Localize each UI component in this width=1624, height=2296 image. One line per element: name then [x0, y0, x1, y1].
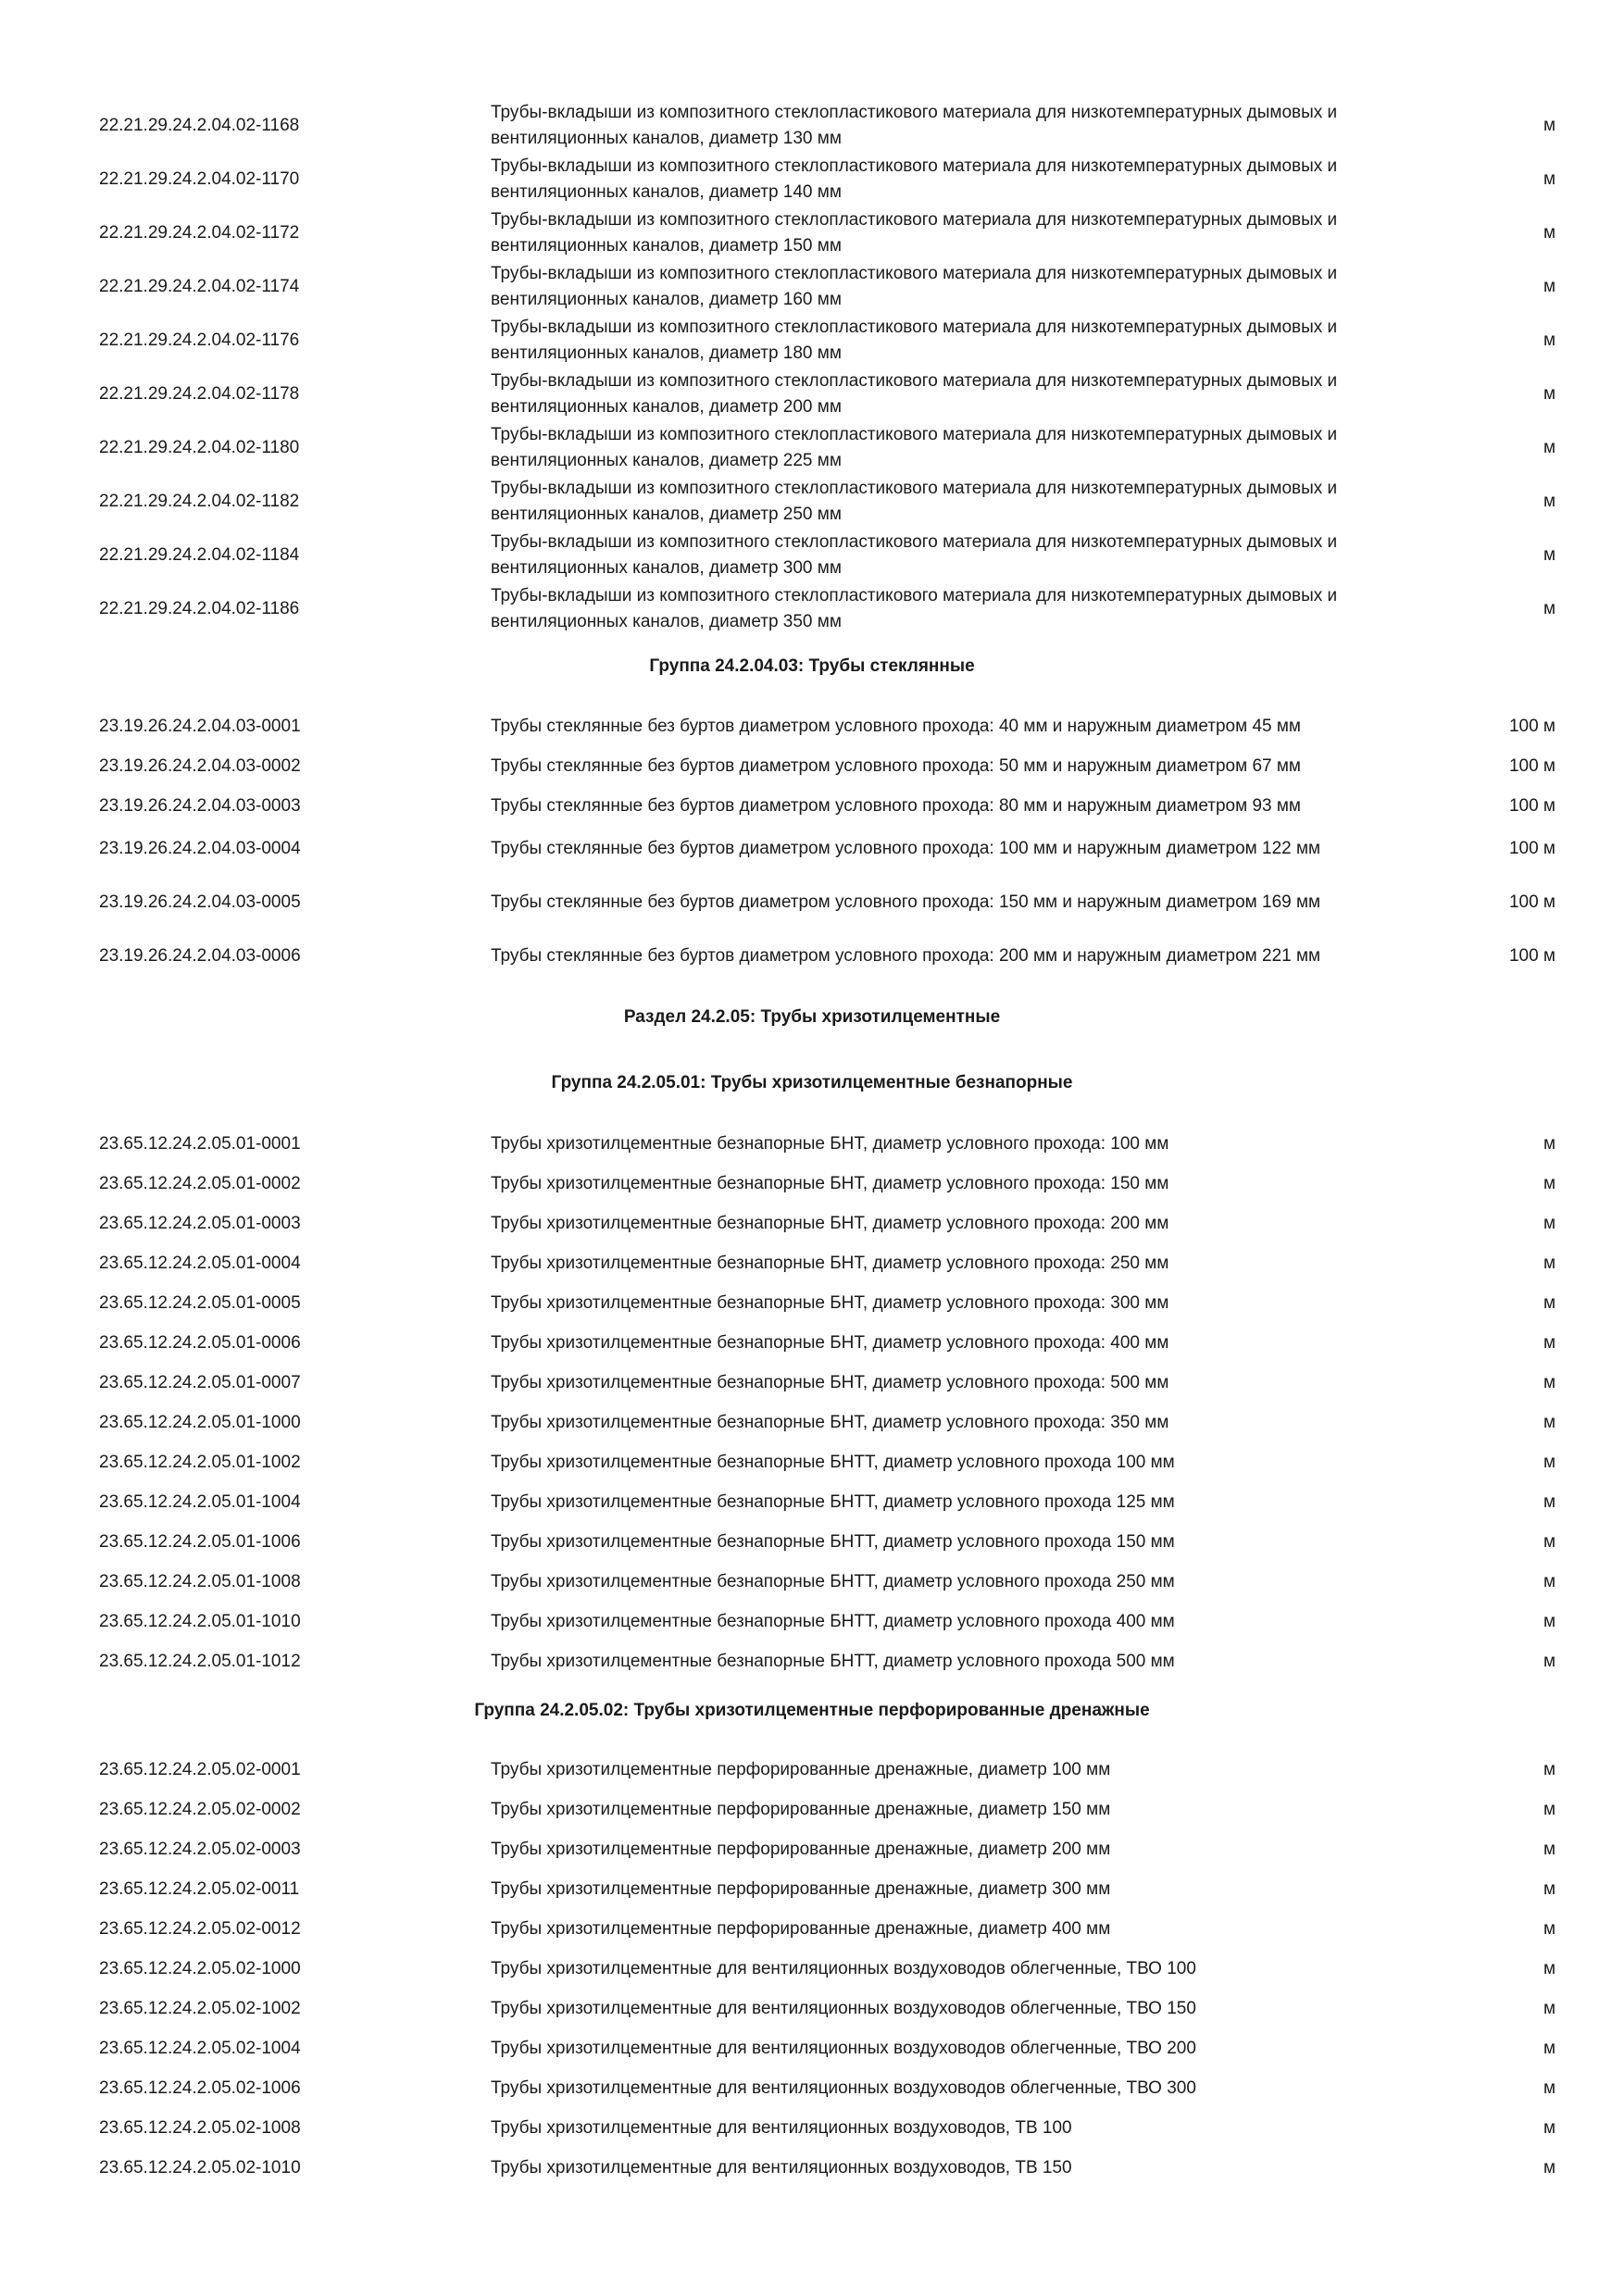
item-description: Трубы хризотилцементные безнапорные БНТТ, диаметр условного прохода 100 мм: [491, 1453, 1175, 1472]
item-code: 22.21.29.24.2.04.02-1168: [99, 116, 300, 135]
item-code: 23.65.12.24.2.05.01-0001: [99, 1134, 301, 1154]
item-description: Трубы-вкладыши из композитного стеклопластикового материала для низкотемпературных дымовых и вентиляционных каналов, диаметр 150 мм: [491, 210, 1338, 256]
item-code: 23.65.12.24.2.05.01-1002: [99, 1453, 301, 1472]
item-code: 23.65.12.24.2.05.02-1002: [99, 1999, 301, 2018]
item-code: 22.21.29.24.2.04.02-1176: [99, 331, 300, 350]
item-unit: м: [1543, 2158, 1555, 2177]
item-unit: м: [1543, 116, 1555, 135]
item-code: 23.65.12.24.2.05.01-0003: [99, 1214, 301, 1233]
item-code: 23.65.12.24.2.05.02-0012: [99, 1919, 301, 1939]
table-row: [0, 2142, 1624, 2194]
item-code: 23.65.12.24.2.05.02-1010: [99, 2158, 301, 2177]
item-description: Трубы хризотилцементные безнапорные БНТ, диаметр условного прохода: 150 мм: [491, 1174, 1169, 1193]
item-unit: м: [1543, 223, 1555, 243]
item-unit: м: [1543, 1373, 1555, 1392]
table-row: [0, 100, 1624, 152]
item-description: Трубы хризотилцементные безнапорные БНТ, диаметр условного прохода: 350 мм: [491, 1413, 1169, 1432]
table-row: [0, 877, 1624, 929]
item-code: 23.65.12.24.2.05.01-1006: [99, 1532, 301, 1552]
item-unit: м: [1543, 492, 1555, 511]
item-code: 23.65.12.24.2.05.02-0001: [99, 1760, 301, 1779]
item-unit: м: [1543, 1254, 1555, 1273]
item-description: Трубы-вкладыши из композитного стеклопластикового материала для низкотемпературных дымовых и вентиляционных каналов, диаметр 130 мм: [491, 103, 1338, 148]
item-code: 23.65.12.24.2.05.01-0006: [99, 1333, 301, 1353]
item-code: 23.65.12.24.2.05.02-0003: [99, 1840, 301, 1859]
item-description: Трубы-вкладыши из композитного стеклопластикового материала для низкотемпературных дымовых и вентиляционных каналов, диаметр 350 мм: [491, 586, 1338, 631]
item-description: Трубы-вкладыши из композитного стеклопластикового материала для низкотемпературных дымовых и вентиляционных каналов, диаметр 225 мм: [491, 425, 1338, 470]
item-unit: м: [1543, 1879, 1555, 1899]
item-unit: м: [1543, 1800, 1555, 1819]
item-code: 23.65.12.24.2.05.01-1004: [99, 1492, 301, 1512]
item-unit: м: [1543, 1333, 1555, 1353]
item-code: 23.65.12.24.2.05.01-1000: [99, 1413, 301, 1432]
item-description: Трубы хризотилцементные перфорированные дренажные, диаметр 300 мм: [491, 1879, 1111, 1899]
item-description: Трубы хризотилцементные безнапорные БНТ, диаметр условного прохода: 250 мм: [491, 1254, 1169, 1273]
item-code: 23.19.26.24.2.04.03-0002: [99, 756, 301, 776]
item-code: 22.21.29.24.2.04.02-1182: [99, 492, 300, 511]
item-description: Трубы хризотилцементные для вентиляционных воздуховодов облегченные, ТВО 300: [491, 2078, 1196, 2098]
item-code: 23.19.26.24.2.04.03-0005: [99, 892, 301, 912]
item-code: 22.21.29.24.2.04.02-1170: [99, 169, 300, 189]
item-description: Трубы стеклянные без буртов диаметром условного прохода: 100 мм и наружным диаметром 122 мм: [491, 839, 1321, 858]
item-code: 23.65.12.24.2.05.02-0002: [99, 1800, 301, 1819]
item-unit: 100 м: [1508, 946, 1555, 966]
section-heading: Раздел 24.2.05: Трубы хризотилцементные: [623, 1007, 1001, 1027]
item-unit: м: [1543, 1174, 1555, 1193]
item-description: Трубы-вкладыши из композитного стеклопластикового материала для низкотемпературных дымовых и вентиляционных каналов, диаметр 160 мм: [491, 264, 1338, 309]
item-code: 23.19.26.24.2.04.03-0001: [99, 717, 301, 736]
item-description: Трубы хризотилцементные безнапорные БНТТ, диаметр условного прохода 400 мм: [491, 1612, 1175, 1631]
item-description: Трубы хризотилцементные перфорированные дренажные, диаметр 400 мм: [491, 1919, 1111, 1939]
table-row: [0, 1636, 1624, 1688]
item-code: 23.65.12.24.2.05.02-1000: [99, 1959, 301, 1978]
section-heading: Группа 24.2.05.02: Трубы хризотилцементные перфорированные дренажные: [474, 1701, 1150, 1720]
table-row: [0, 476, 1624, 528]
item-description: Трубы хризотилцементные безнапорные БНТ, диаметр условного прохода: 100 мм: [491, 1134, 1169, 1154]
table-row: [0, 530, 1624, 581]
item-code: 23.65.12.24.2.05.01-0002: [99, 1174, 301, 1193]
item-unit: 100 м: [1508, 839, 1555, 858]
item-code: 22.21.29.24.2.04.02-1180: [99, 438, 300, 457]
item-code: 22.21.29.24.2.04.02-1184: [99, 545, 300, 565]
item-description: Трубы хризотилцементные безнапорные БНТТ, диаметр условного прохода 125 мм: [491, 1492, 1175, 1512]
table-row: [0, 315, 1624, 367]
table-row: [0, 154, 1624, 206]
item-unit: м: [1543, 1572, 1555, 1591]
item-unit: м: [1543, 1612, 1555, 1631]
item-unit: м: [1543, 1492, 1555, 1512]
item-description: Трубы хризотилцементные безнапорные БНТТ, диаметр условного прохода 500 мм: [491, 1652, 1175, 1671]
item-description: Трубы-вкладыши из композитного стеклопластикового материала для низкотемпературных дымовых и вентиляционных каналов, диаметр 200 мм: [491, 371, 1338, 417]
item-description: Трубы хризотилцементные безнапорные БНТ, диаметр условного прохода: 200 мм: [491, 1214, 1169, 1233]
table-row: [0, 422, 1624, 474]
item-description: Трубы стеклянные без буртов диаметром условного прохода: 50 мм и наружным диаметром 67 мм: [491, 756, 1301, 776]
item-description: Трубы-вкладыши из композитного стеклопластикового материала для низкотемпературных дымовых и вентиляционных каналов, диаметр 250 мм: [491, 479, 1338, 524]
item-unit: м: [1543, 1919, 1555, 1939]
item-unit: м: [1543, 1293, 1555, 1313]
item-unit: м: [1543, 545, 1555, 565]
item-description: Трубы-вкладыши из композитного стеклопластикового материала для низкотемпературных дымовых и вентиляционных каналов, диаметр 180 мм: [491, 318, 1338, 363]
item-unit: м: [1543, 1999, 1555, 2018]
item-code: 23.65.12.24.2.05.01-1008: [99, 1572, 301, 1591]
item-description: Трубы стеклянные без буртов диаметром условного прохода: 40 мм и наружным диаметром 45 мм: [491, 717, 1301, 736]
table-row: [0, 261, 1624, 313]
item-unit: 100 м: [1508, 756, 1555, 776]
item-unit: м: [1543, 2078, 1555, 2098]
item-code: 23.65.12.24.2.05.02-1004: [99, 2039, 301, 2058]
item-unit: м: [1543, 599, 1555, 618]
item-unit: м: [1543, 2118, 1555, 2138]
item-unit: 100 м: [1508, 892, 1555, 912]
item-code: 23.65.12.24.2.05.01-0007: [99, 1373, 301, 1392]
item-description: Трубы хризотилцементные для вентиляционных воздуховодов, ТВ 100: [491, 2118, 1072, 2138]
item-code: 23.65.12.24.2.05.02-1008: [99, 2118, 301, 2138]
item-description: Трубы хризотилцементные безнапорные БНТТ, диаметр условного прохода 250 мм: [491, 1572, 1175, 1591]
item-description: Трубы хризотилцементные для вентиляционных воздуховодов, ТВ 150: [491, 2158, 1072, 2177]
item-description: Трубы хризотилцементные безнапорные БНТ, диаметр условного прохода: 500 мм: [491, 1373, 1169, 1392]
item-code: 22.21.29.24.2.04.02-1172: [99, 223, 300, 243]
section-heading: Группа 24.2.05.01: Трубы хризотилцементные безнапорные: [551, 1073, 1073, 1092]
item-code: 23.65.12.24.2.05.01-0004: [99, 1254, 301, 1273]
item-unit: м: [1543, 169, 1555, 189]
item-unit: м: [1543, 384, 1555, 404]
item-unit: м: [1543, 1413, 1555, 1432]
item-unit: 100 м: [1508, 717, 1555, 736]
item-code: 23.19.26.24.2.04.03-0004: [99, 839, 301, 858]
item-unit: м: [1543, 1760, 1555, 1779]
item-code: 22.21.29.24.2.04.02-1178: [99, 384, 300, 404]
table-row: [0, 930, 1624, 982]
item-description: Трубы стеклянные без буртов диаметром условного прохода: 80 мм и наружным диаметром 93 мм: [491, 796, 1301, 816]
item-description: Трубы хризотилцементные для вентиляционных воздуховодов облегченные, ТВО 100: [491, 1959, 1196, 1978]
item-description: Трубы хризотилцементные перфорированные дренажные, диаметр 150 мм: [491, 1800, 1111, 1819]
item-description: Трубы хризотилцементные безнапорные БНТ, диаметр условного прохода: 300 мм: [491, 1293, 1169, 1313]
table-row: [0, 823, 1624, 875]
item-description: Трубы хризотилцементные безнапорные БНТ, диаметр условного прохода: 400 мм: [491, 1333, 1169, 1353]
item-unit: м: [1543, 1532, 1555, 1552]
item-unit: м: [1543, 1959, 1555, 1978]
item-description: Трубы хризотилцементные перфорированные дренажные, диаметр 100 мм: [491, 1760, 1111, 1779]
item-description: Трубы хризотилцементные для вентиляционных воздуховодов облегченные, ТВО 150: [491, 1999, 1196, 2018]
item-unit: м: [1543, 2039, 1555, 2058]
item-description: Трубы стеклянные без буртов диаметром условного прохода: 200 мм и наружным диаметром 221 мм: [491, 946, 1321, 966]
item-unit: м: [1543, 331, 1555, 350]
item-description: Трубы стеклянные без буртов диаметром условного прохода: 150 мм и наружным диаметром 169 мм: [491, 892, 1321, 912]
section-heading: Группа 24.2.04.03: Трубы стеклянные: [649, 656, 975, 676]
item-unit: м: [1543, 1214, 1555, 1233]
item-unit: м: [1543, 1453, 1555, 1472]
item-code: 23.65.12.24.2.05.02-0011: [99, 1879, 300, 1899]
item-code: 23.65.12.24.2.05.02-1006: [99, 2078, 301, 2098]
item-code: 23.65.12.24.2.05.01-1012: [99, 1652, 301, 1671]
item-description: Трубы-вкладыши из композитного стеклопластикового материала для низкотемпературных дымовых и вентиляционных каналов, диаметр 140 мм: [491, 156, 1338, 202]
table-row: [0, 207, 1624, 259]
item-code: 22.21.29.24.2.04.02-1174: [99, 277, 300, 296]
item-unit: м: [1543, 277, 1555, 296]
item-description: Трубы хризотилцементные безнапорные БНТТ, диаметр условного прохода 150 мм: [491, 1532, 1175, 1552]
item-unit: м: [1543, 1652, 1555, 1671]
item-unit: м: [1543, 1840, 1555, 1859]
item-code: 23.65.12.24.2.05.01-0005: [99, 1293, 301, 1313]
item-code: 23.65.12.24.2.05.01-1010: [99, 1612, 301, 1631]
item-description: Трубы хризотилцементные перфорированные дренажные, диаметр 200 мм: [491, 1840, 1111, 1859]
item-code: 23.19.26.24.2.04.03-0003: [99, 796, 301, 816]
table-row: [0, 368, 1624, 420]
item-code: 23.19.26.24.2.04.03-0006: [99, 946, 301, 966]
item-unit: 100 м: [1508, 796, 1555, 816]
item-description: Трубы хризотилцементные для вентиляционных воздуховодов облегченные, ТВО 200: [491, 2039, 1196, 2058]
item-unit: м: [1543, 1134, 1555, 1154]
table-row: [0, 583, 1624, 635]
item-code: 22.21.29.24.2.04.02-1186: [99, 599, 300, 618]
item-unit: м: [1543, 438, 1555, 457]
item-description: Трубы-вкладыши из композитного стеклопластикового материала для низкотемпературных дымовых и вентиляционных каналов, диаметр 300 мм: [491, 532, 1338, 578]
